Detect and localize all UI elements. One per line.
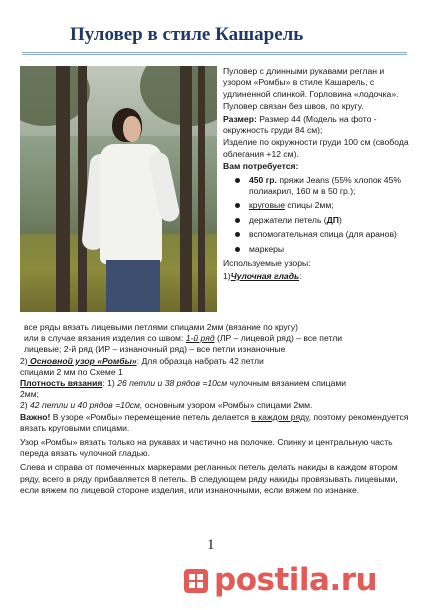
list-item: круговые спицы 2мм; bbox=[223, 200, 413, 211]
chest-size-line: Изделие по окружности груди 100 см (свобода облегания +12 см). bbox=[223, 137, 409, 159]
pattern2-heading: 2) Основной узор «Ромбы»: Для образца набрать 42 петли bbox=[20, 355, 264, 366]
important-note: Важно! В узоре «Ромбы» перемещение петель делается в каждом ряду, поэтому рекомендуется вязать круговыми спицами. bbox=[20, 411, 409, 433]
materials-heading: Вам потребуется: bbox=[223, 161, 299, 172]
bullet-icon bbox=[235, 203, 240, 208]
bullet-icon bbox=[235, 218, 240, 223]
patterns-heading: Используемые узоры: bbox=[223, 258, 311, 269]
pattern1-heading: 1)Чулочная гладь: bbox=[223, 270, 302, 281]
size-label: Размер: bbox=[223, 113, 257, 124]
raglan-paragraph: Слева и справа от помеченных маркерами регланных петель делать накиды в каждом втором ряду, всего в ряду прибавляется 8 петель. В следующем ряду накиды провязывать лицевыми, если вяжем по лицевой стороне изделия, или изнаночными, если вяжем по изнанке. bbox=[20, 462, 398, 495]
list-item: вспомогательная спица (для аранов) bbox=[223, 229, 413, 240]
instructions-body: все ряды вязать лицевыми петлями спицами 2мм (вязание по кругу) или в случае вязания изделия со швом: 1-й ряд (ЛР – лицевой ряд) – все петли лицевые; 2-й ряд (ИР – изнаночный ряд) – все петли изнаночные 2) Основной узор «Ромбы»: Для образца набрать 42 петли спицами 2 мм по Схеме 1 Плотность вязания: 1) 26 петли и 38 рядов =10см чулочным вязанием спицами 2мм; 2) 42 петли и 40 рядов =10см, основным узором «Ромбы» спицами 2мм. Важно! В узоре «Ромбы» перемещение петель делается в каждом ряду, поэтому рекомендуется вязать круговыми спицами. Узор «Ромбы» вязать только на рукавах и частично на полочке. Спинку и центральную часть переда вязать чулочной гладью. Слева и справа от помеченных маркерами регланных петель делать накиды в каждом втором ряду, всего в ряду прибавляется 8 петель. В следующем ряду накиды провязывать лицевыми, если вяжем по лицевой стороне изделия, или изнаночными, если вяжем по изнанке. bbox=[20, 322, 412, 496]
bullet-icon bbox=[235, 178, 240, 183]
description-column bbox=[223, 66, 413, 283]
watermark-text: postila.ru bbox=[214, 562, 378, 598]
list-item: 450 гр. пряжи Jeans (55% хлопок 45% полиакрил, 160 м в 50 гр.); bbox=[223, 175, 413, 198]
size-line: Размер: Размер 44 (Модель на фото - окружность груди 84 см); bbox=[223, 113, 377, 136]
list-item: маркеры bbox=[223, 244, 413, 255]
construction-note: Пуловер связан без швов, по кругу. bbox=[223, 101, 364, 112]
bullet-icon bbox=[235, 232, 240, 237]
postila-logo-icon bbox=[182, 567, 210, 595]
tree-trunk bbox=[56, 66, 70, 312]
list-item: держатели петель (ДП) bbox=[223, 215, 413, 226]
title-underline bbox=[22, 52, 407, 53]
romb-paragraph: Узор «Ромбы» вязать только на рукавах и частично на полочке. Спинку и центральную часть переда вязать чулочной гладью. bbox=[20, 437, 393, 459]
title-underline-secondary bbox=[22, 54, 407, 55]
density-line: Плотность вязания: 1) 26 петли и 38 рядов =10см чулочным вязанием спицами bbox=[20, 378, 347, 389]
model-photo bbox=[20, 66, 217, 312]
page-title: Пуловер в стиле Кашарель bbox=[70, 24, 304, 45]
intro-text: Пуловер с длинными рукавами реглан и узором «Ромбы» в стиле Кашарель, с удлиненной спинкой. Горловина «лодочка». bbox=[223, 66, 399, 99]
page-number: 1 bbox=[207, 537, 215, 553]
materials-list bbox=[223, 175, 413, 255]
bullet-icon bbox=[235, 247, 240, 252]
